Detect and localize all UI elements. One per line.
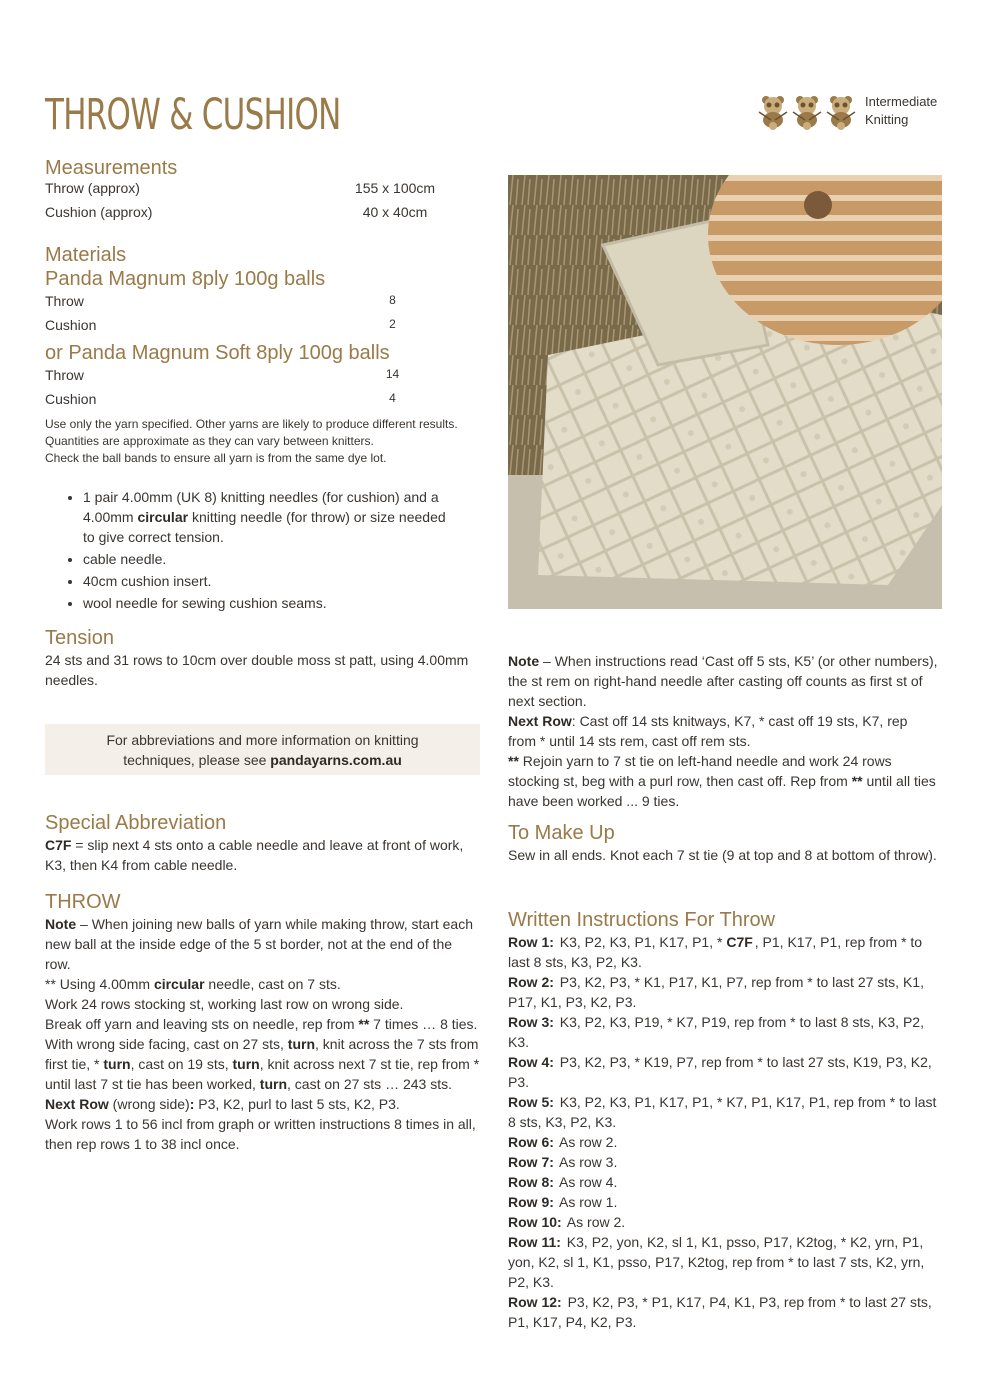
callout-line <box>106 750 418 770</box>
instruction-row: Row 9: As row 1. <box>508 1194 618 1210</box>
instruction-row: Row 4: P3, K2, P3, * K19, P7, rep from * to last 27 sts, K19, P3, K2, P3. <box>508 1054 932 1090</box>
measurement-row <box>45 204 480 228</box>
yarn-note <box>45 416 480 467</box>
website-link[interactable]: pandayarns.com.au <box>270 751 402 768</box>
abbreviations-callout <box>45 724 480 775</box>
page-title: THROW & CUSHION <box>45 90 341 140</box>
materials-row <box>45 293 480 317</box>
abbreviation-code: C7F <box>45 837 72 853</box>
instruction-row: Row 1: K3, P2, K3, P1, K17, P1, * C7F , P1, K17, P1, rep from * to last 8 sts, K3, P2, K3. <box>508 934 923 970</box>
instruction-row: Row 12: P3, K2, P3, * P1, K17, P4, K1, P3, rep from * to last 27 sts, P1, K17, P4, K2, P3. <box>508 1294 932 1330</box>
tension-heading: Tension <box>45 627 114 649</box>
measurements-section <box>45 156 480 228</box>
list-item-text: 1 pair 4.00mm (UK 8) knitting needles (for cushion) and a 4.00mm <box>83 489 439 525</box>
measurement-value: 155 x 100cm <box>354 180 436 196</box>
instruction-row: Row 7: As row 3. <box>508 1154 618 1170</box>
right-note: Note – When instructions read ‘Cast off 5 sts, K5’ (or other numbers), the st rem on right-hand needle after casting off counts as first st of next section. <box>508 653 938 709</box>
skill-icons <box>757 92 857 130</box>
throw-heading: THROW <box>45 891 121 913</box>
materials-value: 14 <box>385 367 400 381</box>
written-instructions-heading: Written Instructions For Throw <box>508 909 776 931</box>
materials-row <box>45 317 480 341</box>
instruction-row: Row 6: As row 2. <box>508 1134 618 1150</box>
make-up-heading: To Make Up <box>508 822 615 844</box>
measurement-value: 40 x 40cm <box>362 204 428 220</box>
tension-section <box>45 626 480 690</box>
throw-step: Work rows 1 to 56 incl from graph or written instructions 8 times in all, then rep rows 1 to 38 incl once. <box>45 1116 476 1152</box>
note-text: – When joining new balls of yarn while making throw, start each new ball at the inside edge of the 5 st border, not at the end of the row. <box>45 916 473 972</box>
note-label: Note <box>45 916 77 932</box>
written-instructions-section <box>508 908 938 1332</box>
materials-row <box>45 367 480 391</box>
list-item: • cable needle. <box>83 549 455 569</box>
callout-text: techniques, please see <box>123 751 271 768</box>
cast-off-section <box>508 651 938 811</box>
abbreviation-definition: = slip next 4 sts onto a cable needle and leave at front of work, K3, then K4 from cable needle. <box>45 837 464 873</box>
skill-level-badge <box>757 92 937 130</box>
instruction-row: Row 2: P3, K2, P3, * K1, P17, K1, P7, rep from * to last 27 sts, K1, P17, K1, P3, K2, P3. <box>508 974 924 1010</box>
make-up-section <box>508 821 938 865</box>
materials-label: Cushion <box>45 317 97 333</box>
list-item <box>83 487 455 547</box>
materials-label: Cushion <box>45 391 97 407</box>
throw-step: With wrong side facing, cast on 27 sts, turn, knit across the 7 sts from first tie, * turn, cast on 19 sts, turn, knit across next 7 st tie, rep from * until last 7 st tie has been worked, turn, cast on 27 sts … 243 sts. <box>45 1036 480 1092</box>
materials-row <box>45 391 480 415</box>
measurement-label: Throw (approx) <box>45 180 140 196</box>
instruction-row: Row 8: As row 4. <box>508 1174 618 1190</box>
measurement-label: Cushion (approx) <box>45 204 153 220</box>
instruction-row: Row 11: K3, P2, yon, K2, sl 1, K1, psso, P17, K2tog, * K2, yrn, P1, yon, K2, sl 1, K1, psso, P17, K2tog, rep from * to last 7 sts, K2, yrn, P2, K3. <box>508 1234 925 1290</box>
panda-knitting-icon <box>757 92 789 130</box>
throw-step: ** Using 4.00mm circular needle, cast on 7 sts. <box>45 976 341 992</box>
materials-yarn-2: or Panda Magnum Soft 8ply 100g balls <box>45 342 390 364</box>
instruction-row: Row 5: K3, P2, K3, P1, K17, P1, * K7, P1, K17, P1, rep from * to last 8 sts, K3, P2, K3. <box>508 1094 937 1130</box>
callout-line: For abbreviations and more information on knitting <box>106 731 419 748</box>
materials-value: 2 <box>389 317 396 331</box>
throw-step: Break off yarn and leaving sts on needle, rep from ** 7 times … 8 ties. <box>45 1016 478 1032</box>
yarn-note-line: Use only the yarn specified. Other yarns are likely to produce different results. <box>45 417 458 431</box>
make-up-text: Sew in all ends. Knot each 7 st tie (9 at top and 8 at bottom of throw). <box>508 847 937 863</box>
list-item: • wool needle for sewing cushion seams. <box>83 593 455 613</box>
right-next-row: Next Row: Cast off 14 sts knitways, K7, * cast off 19 sts, K7, rep from * until 14 sts rem, cast off rem sts. <box>508 713 908 749</box>
measurement-row <box>45 180 480 204</box>
instruction-row: Row 10: As row 2. <box>508 1214 626 1230</box>
materials-label: Throw <box>45 293 84 309</box>
instruction-row: Row 3: K3, P2, K3, P19, * K7, P19, rep from * to last 8 sts, K3, P2, K3. <box>508 1014 924 1050</box>
measurements-heading: Measurements <box>45 157 178 179</box>
yarn-note-line: Quantities are approximate as they can vary between knitters. <box>45 434 374 448</box>
throw-next-row: Next Row (wrong side): P3, K2, purl to last 5 sts, K2, P3. <box>45 1096 400 1112</box>
special-abbreviation-section <box>45 811 480 875</box>
rejoin-step: ** Rejoin yarn to 7 st tie on left-hand needle and work 24 rows stocking st, beg with a purl row, then cast off. Rep from ** until all ties have been worked ... 9 ties. <box>508 753 936 809</box>
equipment-list <box>45 487 455 615</box>
special-abbreviation-text <box>45 835 480 875</box>
yarn-note-line: Check the ball bands to ensure all yarn is from the same dye lot. <box>45 451 387 465</box>
skill-level-line2: Knitting <box>865 112 909 127</box>
materials-heading: Materials <box>45 244 127 266</box>
throw-step: Work 24 rows stocking st, working last row on wrong side. <box>45 996 404 1012</box>
list-item: • 40cm cushion insert. <box>83 571 455 591</box>
product-photo <box>508 175 942 609</box>
materials-value: 4 <box>389 391 396 405</box>
list-item-text: knitting needle (for throw) or size needed to give correct tension. <box>83 509 446 545</box>
materials-value: 8 <box>389 293 396 307</box>
panda-knitting-icon <box>825 92 857 130</box>
throw-note <box>45 914 480 974</box>
tension-text: 24 sts and 31 rows to 10cm over double moss st patt, using 4.00mm needles. <box>45 652 469 688</box>
skill-level-text <box>865 93 937 129</box>
materials-section <box>45 243 480 467</box>
list-item-bold: circular <box>137 509 189 525</box>
special-abbreviation-heading: Special Abbreviation <box>45 812 227 834</box>
materials-label: Throw <box>45 367 84 383</box>
panda-knitting-icon <box>791 92 823 130</box>
skill-level-line1: Intermediate <box>865 94 938 109</box>
materials-yarn-1: Panda Magnum 8ply 100g balls <box>45 268 326 290</box>
photo-illustration <box>508 175 942 609</box>
throw-section <box>45 890 480 1154</box>
